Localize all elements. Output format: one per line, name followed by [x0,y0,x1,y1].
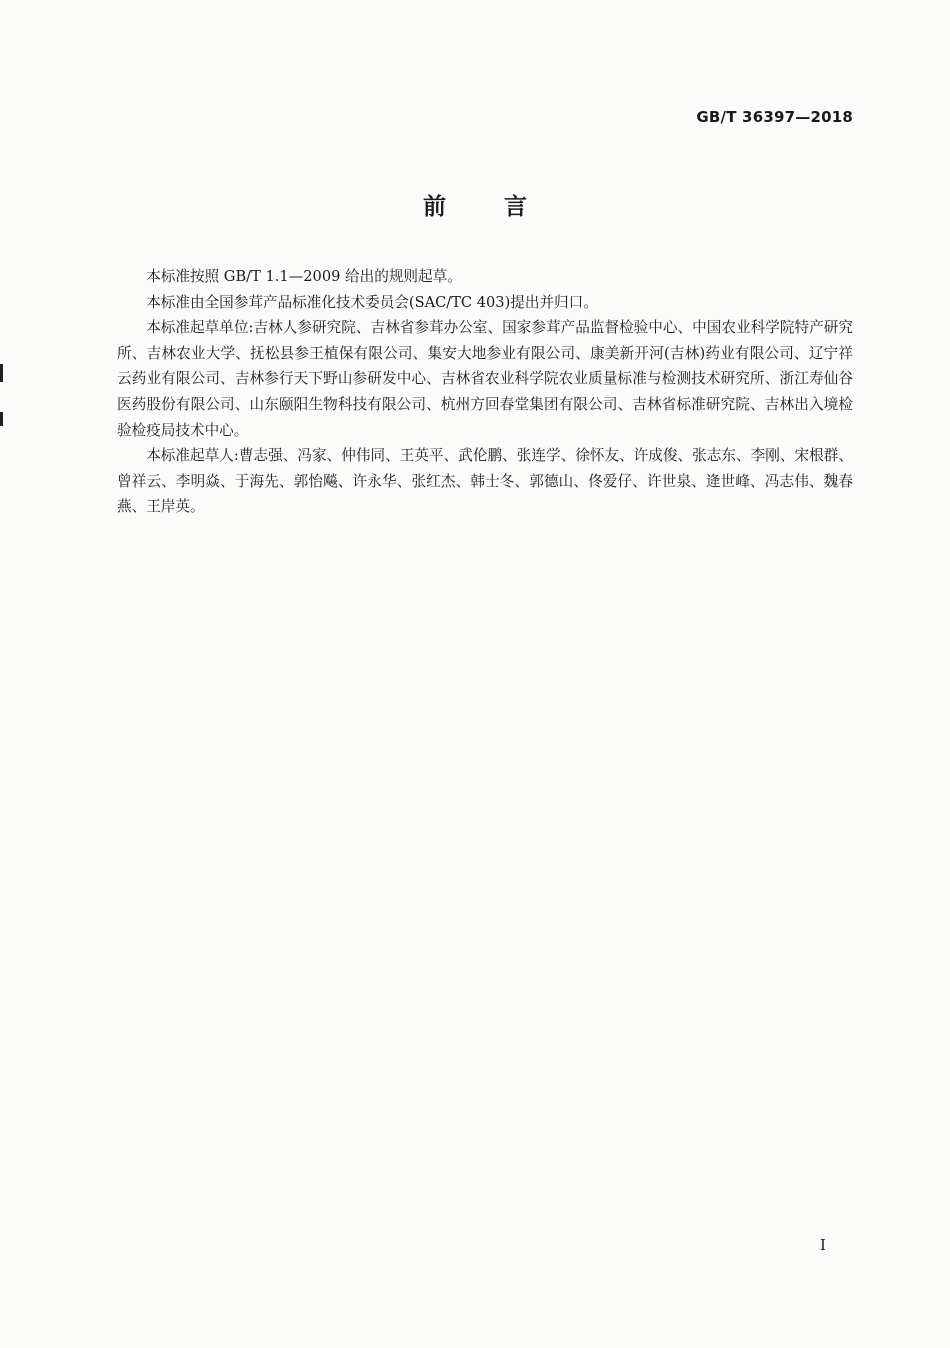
page-number: I [820,1236,826,1254]
paragraph-proposer: 本标准由全国参茸产品标准化技术委员会(SAC/TC 403)提出并归口。 [146,293,598,311]
foreword-body [117,264,853,520]
paragraph-drafters: 本标准起草人:曹志强、冯家、仲伟同、王英平、武伦鹏、张连学、徐怀友、许成俊、张志东、李刚、宋根群、曾祥云、李明焱、于海先、郭怡飚、许永华、张红杰、韩士冬、郭德山、佟爱仔、许世泉、逄世峰、冯志伟、魏春燕、王岸英。 [117,447,853,516]
standard-code: GB/T 36397—2018 [696,108,853,126]
scan-edge-mark [0,412,3,426]
paragraph-drafting-rules: 本标准按照 GB/T 1.1—2009 给出的规则起草。 [146,268,462,285]
page-title: 前言 [423,194,585,220]
paragraph-drafting-units: 本标准起草单位:吉林人参研究院、吉林省参茸办公室、国家参茸产品监督检验中心、中国农业科学院特产研究所、吉林农业大学、抚松县参王植保有限公司、集安大地参业有限公司、康美新开河(吉林)药业有限公司、辽宁祥云药业有限公司、吉林参行天下野山参研发中心、吉林省农业科学院农业质量标准与检测技术研究所、浙江寿仙谷医药股份有限公司、山东颐阳生物科技有限公司、杭州方回春堂集团有限公司、吉林省标准研究院、吉林出入境检验检疫局技术中心。 [117,319,853,439]
scan-edge-mark [0,364,3,382]
